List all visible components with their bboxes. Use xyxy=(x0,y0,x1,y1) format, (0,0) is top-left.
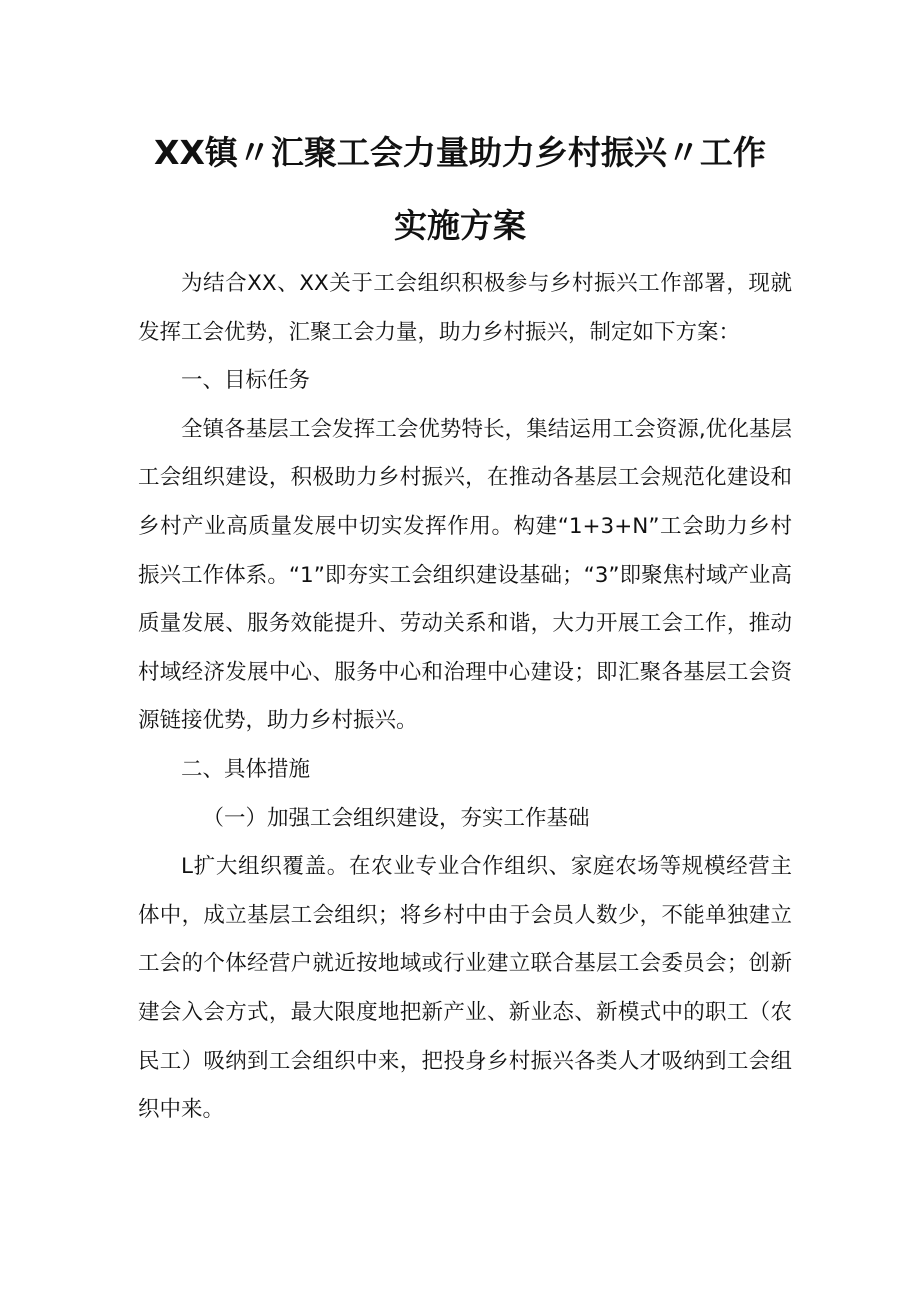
subsection-heading-organization: （一）加强工会组织建设，夯实工作基础 xyxy=(202,805,590,831)
measure-paragraph-1: L扩大组织覆盖。在农业专业合作组织、家庭农场等规模经营主体中，成立基层工会组织；将乡村中由于会员人数少，不能单独建立工会的个体经营户就近按地域或行业建立联合基层工会委员会；创新建会入会方式，最大限度地把新产业、新业态、新模式中的职工（农民工）吸纳到工会组织中来，把投身乡村振兴各类人才吸纳到工会组织中来。 xyxy=(138,854,792,1123)
document-title-line-2: 实施方案 xyxy=(394,206,526,245)
document-body xyxy=(138,260,792,1135)
section-heading-measures: 二、具体措施 xyxy=(181,756,311,782)
intro-paragraph: 为结合XX、XX关于工会组织积极参与乡村振兴工作部署，现就发挥工会优势，汇聚工会力量，助力乡村振兴，制定如下方案： xyxy=(138,271,792,345)
document-title-line-1: XX镇〃汇聚工会力量助力乡村振兴〃工作 xyxy=(154,133,766,172)
section-heading-goals: 一、目标任务 xyxy=(181,368,311,394)
goals-paragraph: 全镇各基层工会发挥工会优势特长，集结运用工会资源,优化基层工会组织建设，积极助力乡村振兴，在推动各基层工会规范化建设和乡村产业高质量发展中切实发挥作用。构建“1+3+N”工会助力乡村振兴工作体系。“1”即夯实工会组织建设基础；“3”即聚焦村域产业高质量发展、服务效能提升、劳动关系和谐，大力开展工会工作，推动村域经济发展中心、服务中心和治理中心建设；即汇聚各基层工会资源链接优势，助力乡村振兴。 xyxy=(138,416,792,734)
